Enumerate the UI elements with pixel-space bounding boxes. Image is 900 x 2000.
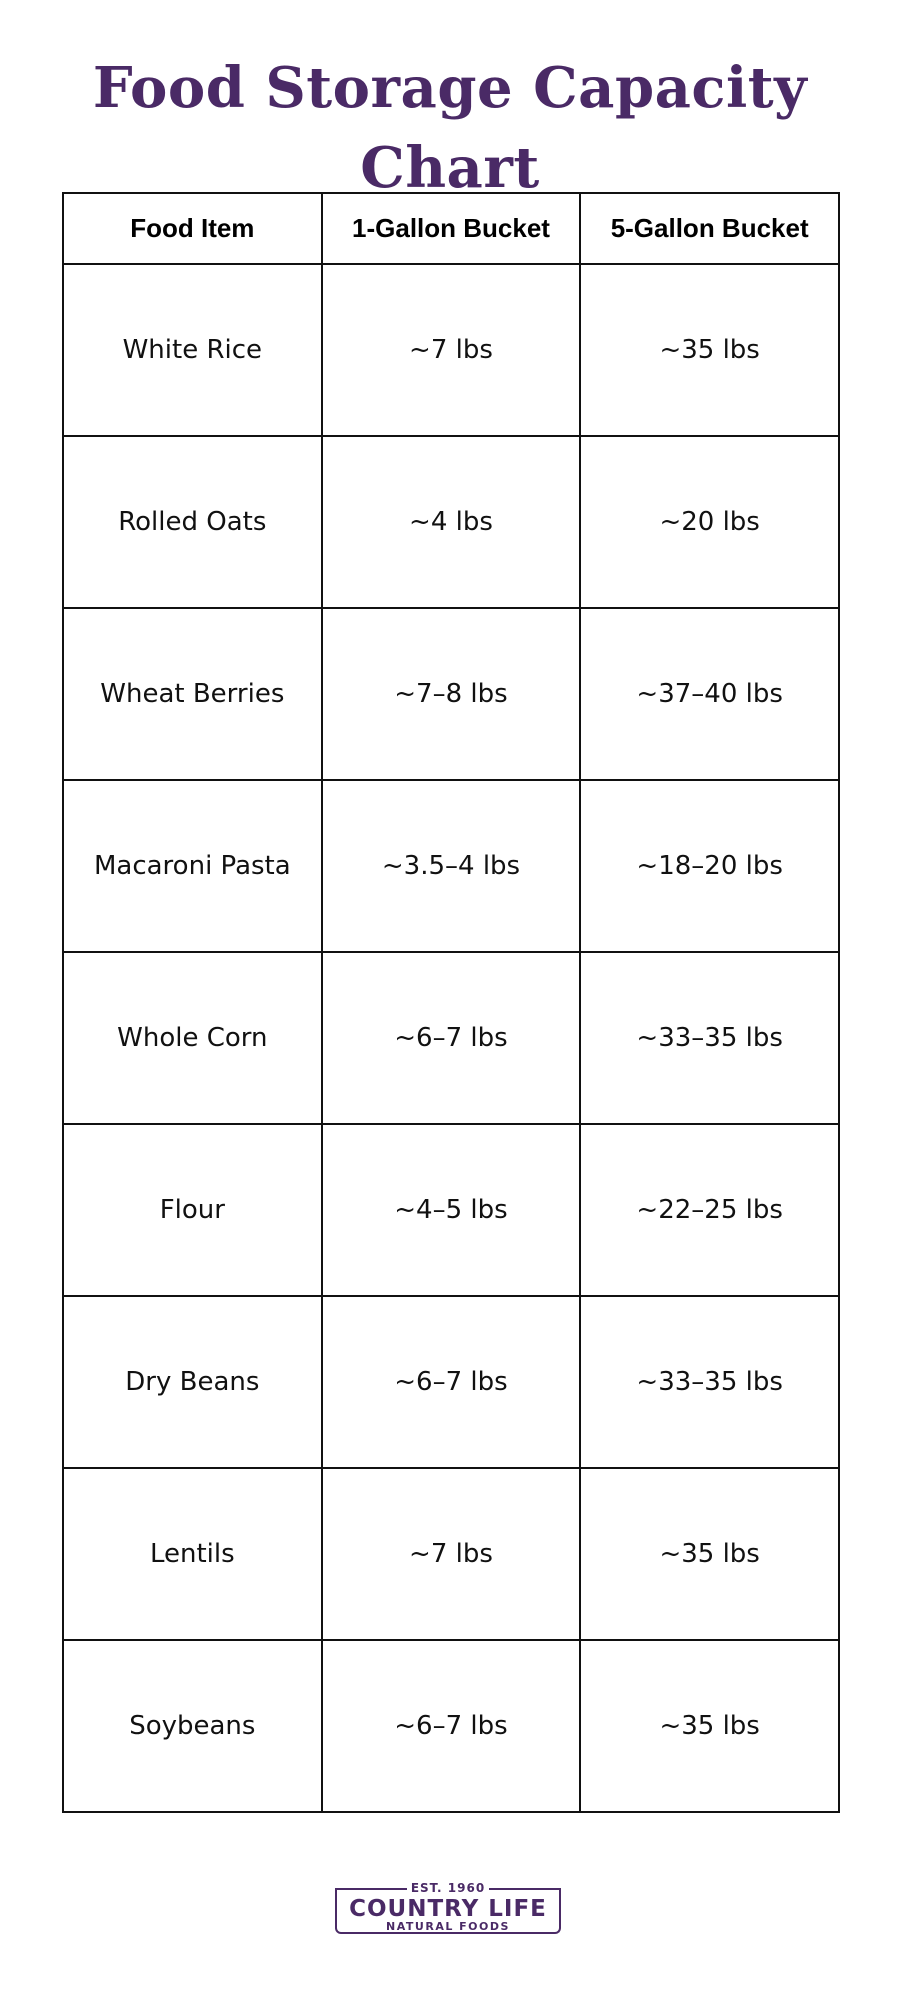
table-row	[63, 1640, 839, 1812]
five-gallon-cell: ~33–35 lbs	[580, 952, 839, 1124]
five-gallon-cell: ~37–40 lbs	[580, 608, 839, 780]
table-row	[63, 1124, 839, 1296]
header-1-gallon: 1-Gallon Bucket	[322, 193, 581, 264]
food-item-cell: Lentils	[63, 1468, 322, 1640]
table-header-row	[63, 193, 839, 264]
logo-established: EST. 1960	[410, 1881, 486, 1895]
one-gallon-cell: ~7–8 lbs	[322, 608, 581, 780]
one-gallon-cell: ~4–5 lbs	[322, 1124, 581, 1296]
five-gallon-cell: ~22–25 lbs	[580, 1124, 839, 1296]
header-food-item: Food Item	[63, 193, 322, 264]
one-gallon-cell: ~6–7 lbs	[322, 1640, 581, 1812]
food-item-cell: Dry Beans	[63, 1296, 322, 1468]
one-gallon-cell: ~6–7 lbs	[322, 1296, 581, 1468]
one-gallon-cell: ~3.5–4 lbs	[322, 780, 581, 952]
one-gallon-cell: ~4 lbs	[322, 436, 581, 608]
food-item-cell: White Rice	[63, 264, 322, 436]
capacity-table-container	[62, 192, 840, 1813]
five-gallon-cell: ~20 lbs	[580, 436, 839, 608]
header-5-gallon: 5-Gallon Bucket	[580, 193, 839, 264]
logo-brand-name: COUNTRY LIFE	[349, 1896, 547, 1922]
food-item-cell: Macaroni Pasta	[63, 780, 322, 952]
one-gallon-cell: ~7 lbs	[322, 264, 581, 436]
food-item-cell: Flour	[63, 1124, 322, 1296]
table-row	[63, 608, 839, 780]
five-gallon-cell: ~18–20 lbs	[580, 780, 839, 952]
page-title: Food Storage Capacity Chart	[92, 55, 808, 201]
country-life-logo	[335, 1880, 565, 1936]
food-item-cell: Soybeans	[63, 1640, 322, 1812]
table-row	[63, 264, 839, 436]
table-row	[63, 780, 839, 952]
five-gallon-cell: ~35 lbs	[580, 264, 839, 436]
table-row	[63, 1468, 839, 1640]
capacity-table	[62, 192, 840, 1813]
one-gallon-cell: ~7 lbs	[322, 1468, 581, 1640]
food-item-cell: Wheat Berries	[63, 608, 322, 780]
one-gallon-cell: ~6–7 lbs	[322, 952, 581, 1124]
five-gallon-cell: ~35 lbs	[580, 1640, 839, 1812]
five-gallon-cell: ~35 lbs	[580, 1468, 839, 1640]
table-row	[63, 952, 839, 1124]
table-row	[63, 1296, 839, 1468]
food-item-cell: Whole Corn	[63, 952, 322, 1124]
logo-tagline: NATURAL FOODS	[386, 1920, 510, 1933]
table-row	[63, 436, 839, 608]
five-gallon-cell: ~33–35 lbs	[580, 1296, 839, 1468]
food-item-cell: Rolled Oats	[63, 436, 322, 608]
